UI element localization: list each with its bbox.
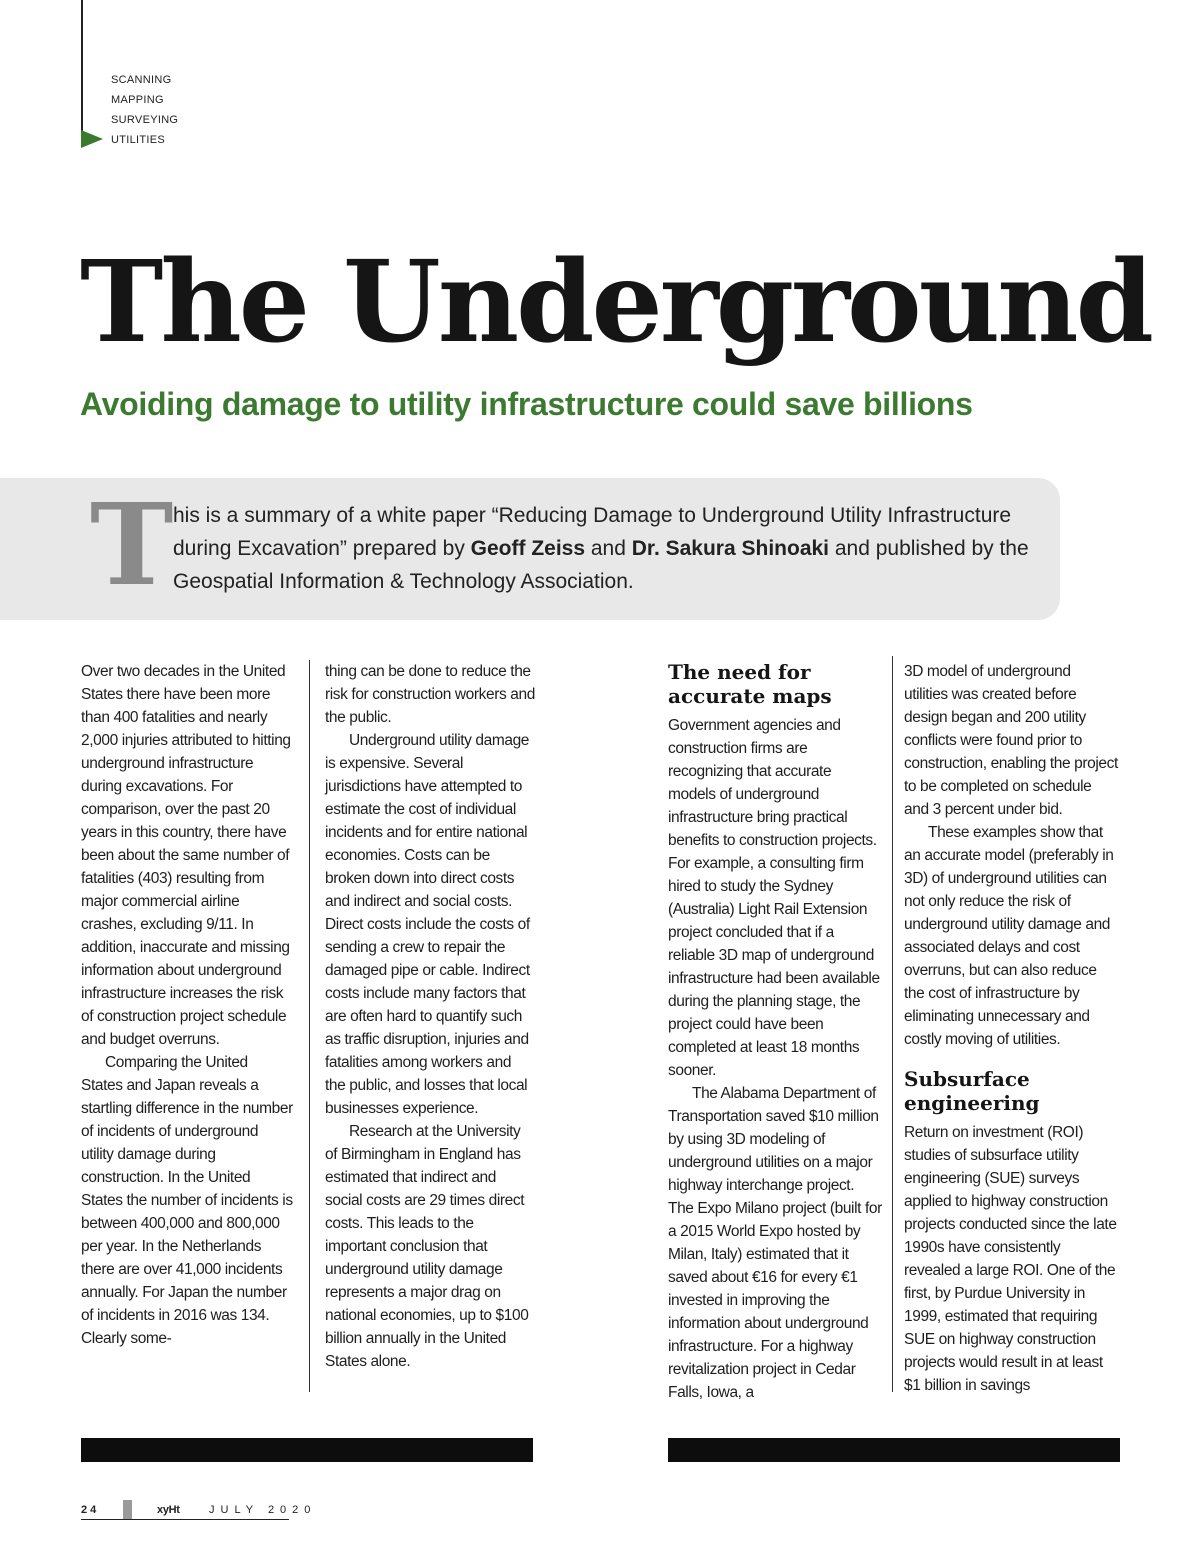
author-1: Geoff Zeiss — [470, 537, 586, 560]
paragraph: Comparing the United States and Japan reveals a startling difference in the number of incidents of underground utility damage during construction. In the United States the number of incidents is between 400,000 and 800,000 per year. In the Netherlands there are over 41,000 incidents annually. For Japan the number of incidents in 2016 was 134. Clearly some- — [81, 1054, 293, 1347]
topic-item: SCANNING — [111, 74, 172, 86]
ad-bar-left — [81, 1438, 533, 1462]
footer-rule — [81, 1519, 289, 1520]
summary-text — [173, 499, 1033, 598]
summary-part1: his is a summary of a white paper “Reducing Damage to Underground Utility Infrastructure during Excavation” prepared by — [173, 504, 1012, 560]
column-divider — [309, 660, 310, 1392]
footer-separator — [123, 1500, 132, 1520]
author-2: Dr. Sakura Shinoaki — [631, 537, 830, 560]
column-divider — [892, 656, 893, 1392]
body-column-2 — [325, 660, 535, 1373]
article-title: The Underground — [80, 237, 1151, 368]
paragraph: The Alabama Department of Transportation saved $10 million by using 3D modeling of underground utilities on a major highway interchange project. The Expo Milano project (built for a 2015 World Expo hosted by Milan, Italy) estimated that it saved about €16 for every €1 invested in improving the information about underground infrastructure. For a highway revitalization project in Cedar Falls, Iowa, a — [668, 1085, 882, 1401]
drop-cap: T — [90, 480, 174, 611]
body-column-4 — [904, 660, 1118, 1397]
topic-list — [111, 70, 178, 150]
page-number: 24 — [81, 1504, 100, 1516]
section-heading: Subsurface engineering — [904, 1067, 1040, 1115]
header-vertical-rule — [81, 0, 83, 132]
topic-item-active: UTILITIES — [111, 134, 166, 146]
paragraph: Government agencies and construction firms are recognizing that accurate models of underground infrastructure bring practical benefits to construction projects. For example, a consulting firm hired to study the Sydney (Australia) Light Rail Extension project concluded that if a reliable 3D map of underground infrastructure had been available during the planning stage, the project could have been completed at least 18 months sooner. — [668, 717, 880, 1079]
paragraph: Research at the University of Birmingham in England has estimated that indirect and social costs are 29 times direct costs. This leads to the important conclusion that underground utility damage represents a major drag on national economies, up to $100 billion annually in the United States alone. — [325, 1123, 529, 1370]
paragraph: Over two decades in the United States there have been more than 400 fatalities and nearly 2,000 injuries attributed to hitting underground infrastructure during excavations. For comparison, over the past 20 years in this country, there have been about the same number of fatalities (403) resulting from major commercial airline crashes, excluding 9/11. In addition, inaccurate and missing information about underground infrastructure increases the risk of construction project schedule and budget overruns. — [81, 663, 291, 1048]
summary-and: and — [585, 537, 632, 560]
paragraph: Return on investment (ROI) studies of subsurface utility engineering (SUE) surveys applied to highway construction projects conducted since the late 1990s have consistently revealed a large ROI. One of the first, by Purdue University in 1999, estimated that requiring SUE on highway construction projects would result in at least $1 billion in savings — [904, 1124, 1117, 1394]
paragraph: thing can be done to reduce the risk for construction workers and the public. — [325, 663, 535, 726]
paragraph: These examples show that an accurate model (preferably in 3D) of underground utilities can not only reduce the risk of underground utility damage and associated delays and cost overruns, but can also reduce the cost of infrastructure by eliminating unnecessary and costly moving of utilities. — [904, 824, 1114, 1048]
topic-item: SURVEYING — [111, 114, 179, 126]
issue-date: JULY 2020 — [209, 1504, 317, 1516]
ad-bar-right — [668, 1438, 1120, 1462]
paragraph: Underground utility damage is expensive. Several jurisdictions have attempted to estimate the cost of individual incidents and for entire national economies. Costs can be broken down into direct costs and indirect and social costs. Direct costs include the costs of sending a crew to repair the damaged pipe or cable. Indirect costs include many factors that are often hard to quantify such as traffic disruption, injuries and fatalities among workers and the public, and losses that local businesses experience. — [325, 732, 530, 1117]
section-heading: The need for accurate maps — [668, 660, 832, 708]
paragraph: 3D model of underground utilities was created before design began and 200 utility conflicts were found prior to construction, enabling the project to be completed on schedule and 3 percent under bid. — [904, 663, 1118, 818]
topic-item: MAPPING — [111, 94, 164, 106]
body-column-1 — [81, 660, 293, 1350]
summary-part2: and published by the Geospatial Information & Technology Association. — [173, 537, 1029, 593]
body-column-3 — [668, 660, 882, 1404]
active-topic-arrow-icon — [81, 130, 103, 148]
magazine-name: xyHt — [157, 1504, 180, 1516]
article-subtitle: Avoiding damage to utility infrastructure could save billions — [80, 386, 973, 422]
